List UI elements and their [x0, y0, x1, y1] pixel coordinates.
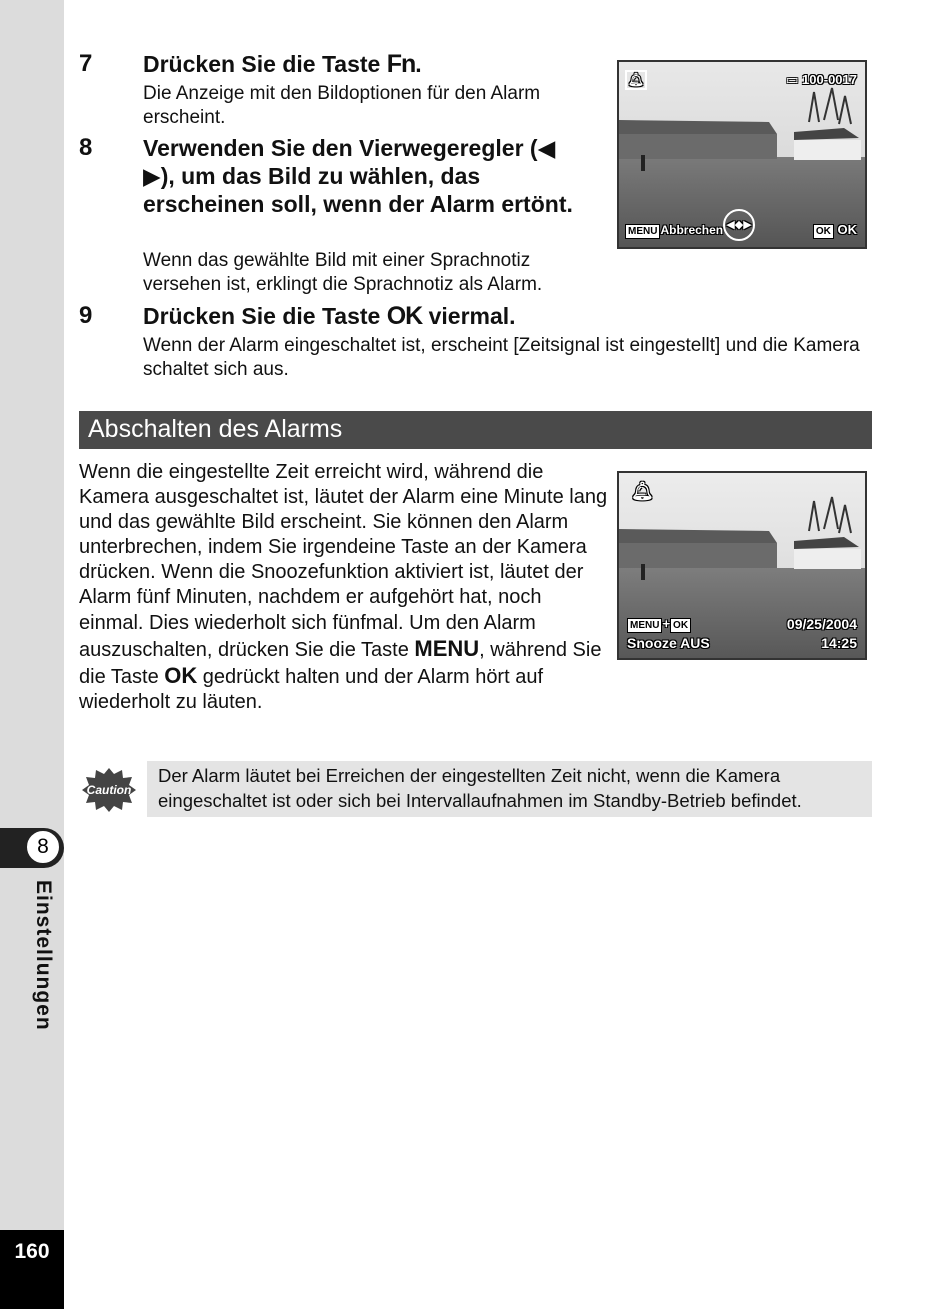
file-number: ▭ 100-0017	[786, 72, 857, 87]
camera-screen-image-select	[617, 60, 867, 249]
caution-icon	[82, 768, 136, 812]
menu-key-label: MENU	[414, 635, 480, 661]
section-title: Abschalten des Alarms	[88, 415, 343, 443]
caution-badge-text: Caution	[86, 783, 132, 797]
step-8-number: 8	[79, 134, 93, 161]
section-paragraph: Wenn die eingestellte Zeit erreicht wird, während die Kamera ausgeschaltet ist, läutet der Alarm eine Minute lang und das gewählte Bild erscheint. Sie können den Alarm unterbrechen, indem Sie irgendeine Taste an der Kamera drücken. Wenn die Snoozefunktion aktiviert ist, läutet der Alarm fünf Minuten, nachdem er aufgehört hat, noch einmal. Dies wiederholt sich fünfmal. Um den Alarm auszuschalten, drücken Sie die Taste MENU, während Sie die Taste OK gedrückt halten und der Alarm hört auf wiederholt zu läuten.	[79, 461, 608, 713]
step-9-number: 9	[79, 302, 93, 329]
ok-button-tag-2: OK	[670, 618, 691, 633]
fn-key-label: Fn	[386, 50, 416, 78]
four-way-controller-icon: ◀◆▶	[723, 209, 755, 241]
page-number: 160	[14, 1240, 50, 1263]
step-7-number: 7	[79, 50, 93, 77]
ok-button-tag: OK	[813, 224, 834, 239]
cancel-hint: MENU Abbrechen	[625, 222, 723, 239]
menu-ok-combo: MENU + OK	[627, 616, 691, 633]
chapter-number: 8	[26, 830, 60, 864]
step-7-body: Die Anzeige mit den Bildoptionen für den Alarm erscheint.	[143, 83, 541, 128]
camera-screen-alarm	[617, 471, 867, 660]
bell-icon: 🔔︎	[625, 70, 647, 90]
menu-button-tag: MENU	[625, 224, 660, 239]
step-9-body: Wenn der Alarm eingeschaltet ist, erscheint [Zeitsignal ist eingestellt] und die Kamera schaltet sich aus.	[143, 335, 860, 380]
alarm-time: 14:25	[821, 635, 857, 651]
caution-text: Der Alarm läutet bei Erreichen der eingestellten Zeit nicht, wenn die Kamera eingeschaltet ist oder sich bei Intervallaufnahmen im Standby-Betrieb befindet.	[158, 765, 802, 811]
ok-key-label: OK	[386, 302, 423, 330]
menu-button-tag-2: MENU	[627, 618, 662, 633]
step-8-body: Wenn das gewählte Bild mit einer Sprachnotiz versehen ist, erklingt die Sprachnotiz als Alarm.	[143, 250, 543, 295]
snooze-status: Snooze AUS	[627, 635, 710, 651]
sidebar	[0, 0, 64, 1309]
step-8-title: Verwenden Sie den Vierwegeregler (◀ ▶), um das Bild zu wählen, das erscheinen soll, wenn der Alarm ertönt.	[143, 135, 573, 217]
alarm-date: 09/25/2004	[786, 616, 857, 632]
chapter-title: Einstellungen	[32, 880, 55, 1031]
folder-icon: ▭	[786, 72, 799, 87]
alarm-bell-icon: 🔔︎	[631, 481, 654, 501]
ok-key-inline-label: OK	[164, 662, 198, 688]
step-7-title: Drücken Sie die Taste Fn.	[143, 50, 422, 78]
step-9-title: Drücken Sie die Taste OK viermal.	[143, 302, 516, 330]
ok-hint: OK OK	[813, 222, 857, 239]
